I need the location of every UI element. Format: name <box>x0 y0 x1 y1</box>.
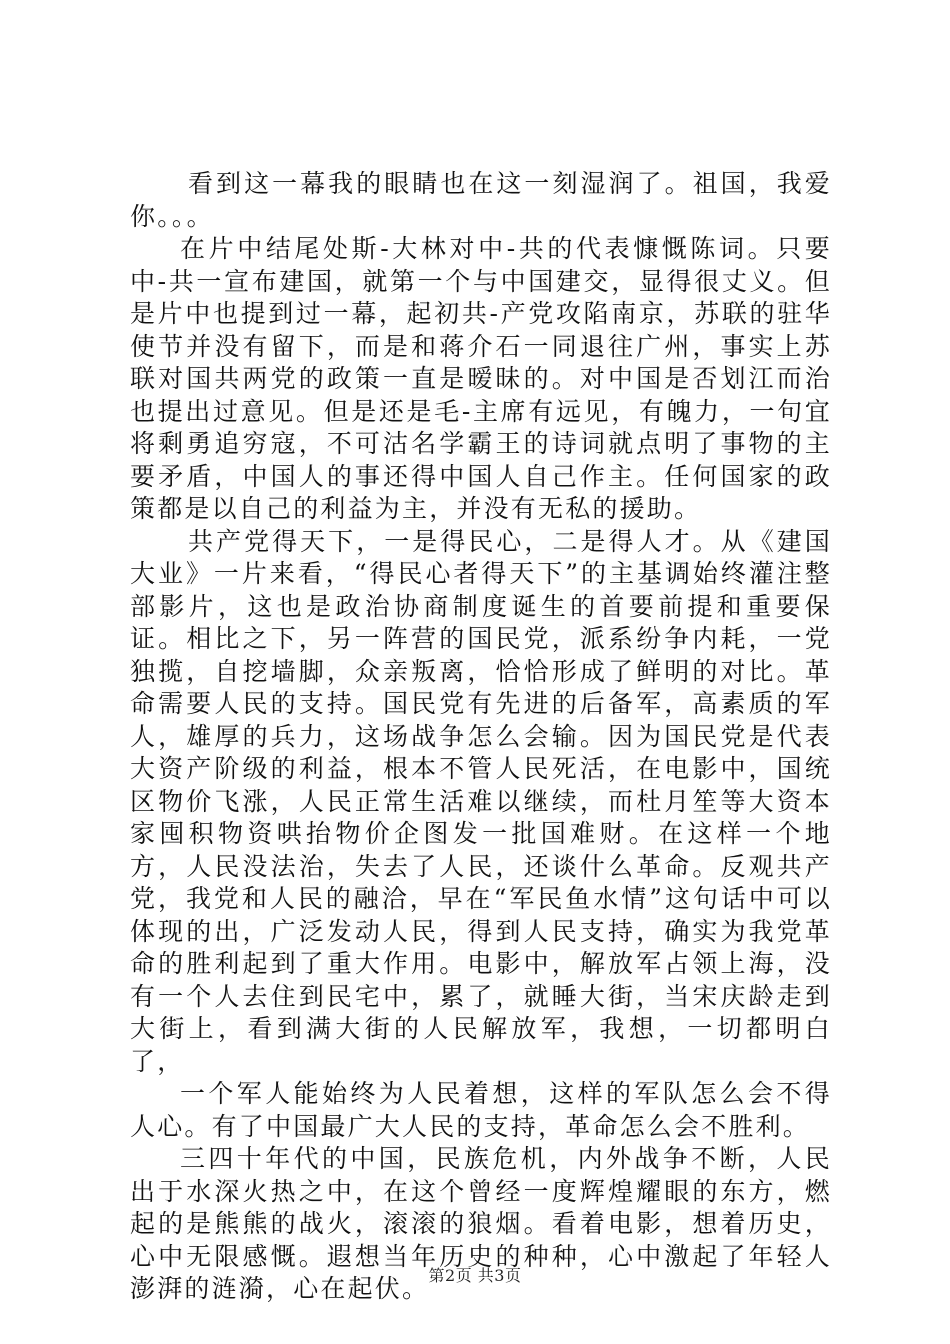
paragraph: 一个军人能始终为人民着想，这样的军队怎么会不得人心。有了中国最广大人民的支持，革命怎么会不胜利。 <box>130 1079 832 1141</box>
paragraph: 看到这一幕我的眼睛也在这一刻湿润了。祖国，我爱你。。。 <box>130 169 832 231</box>
paragraph: 共产党得天下，一是得民心，二是得人才。从《建国大业》一片来看，“得民心者得天下”的主基调始终灌注整部影片，这也是政治协商制度诞生的首要前提和重要保证。相比之下，另一阵营的国民党，派系纷争内耗，一党独揽，自挖墙脚，众亲叛离，恰恰形成了鲜明的对比。革命需要人民的支持。国民党有先进的后备军，高素质的军人，雄厚的兵力，这场战争怎么会输。因为国民党是代表大资产阶级的利益，根本不管人民死活，在电影中，国统区物价飞涨，人民正常生活难以继续，而杜月笙等大资本家囤积物资哄抬物价企图发一批国难财。在这样一个地方，人民没法治，失去了人民，还谈什么革命。反观共产党，我党和人民的融洽，早在“军民鱼水情”这句话中可以体现的出，广泛发动人民，得到人民支持，确实为我党革命的胜利起到了重大作用。电影中，解放军占领上海，没有一个人去住到民宅中，累了，就睡大街，当宋庆龄走到大街上，看到满大街的人民解放军，我想，一切都明白了， <box>130 526 832 1076</box>
page-footer: 第2页 共3页 <box>428 1266 522 1285</box>
paragraph: 在片中结尾处斯-大林对中-共的代表慷慨陈词。只要中-共一宣布建国，就第一个与中国建交，显得很丈义。但是片中也提到过一幕，起初共-产党攻陷南京，苏联的驻华使节并没有留下，而是和蒋介石一同退往广州，事实上苏联对国共两党的政策一直是暧昧的。对中国是否划江而治也提出过意见。但是还是毛-主席有远见，有魄力，一句宜将剩勇追穷寇，不可沽名学霸王的诗词就点明了事物的主要矛盾，中国人的事还得中国人自己作主。任何国家的政策都是以自己的利益为主，并没有无私的援助。 <box>130 234 832 523</box>
document-body <box>130 168 832 1306</box>
paragraph: 三四十年代的中国，民族危机，内外战争不断，人民出于水深火热之中，在这个曾经一度辉煌耀眼的东方，燃起的是熊熊的战火，滚滚的狼烟。看着电影，想着历史，心中无限感慨。遐想当年历史的种种，心中激起了年轻人澎湃的涟漪，心在起伏。 <box>130 1144 832 1303</box>
